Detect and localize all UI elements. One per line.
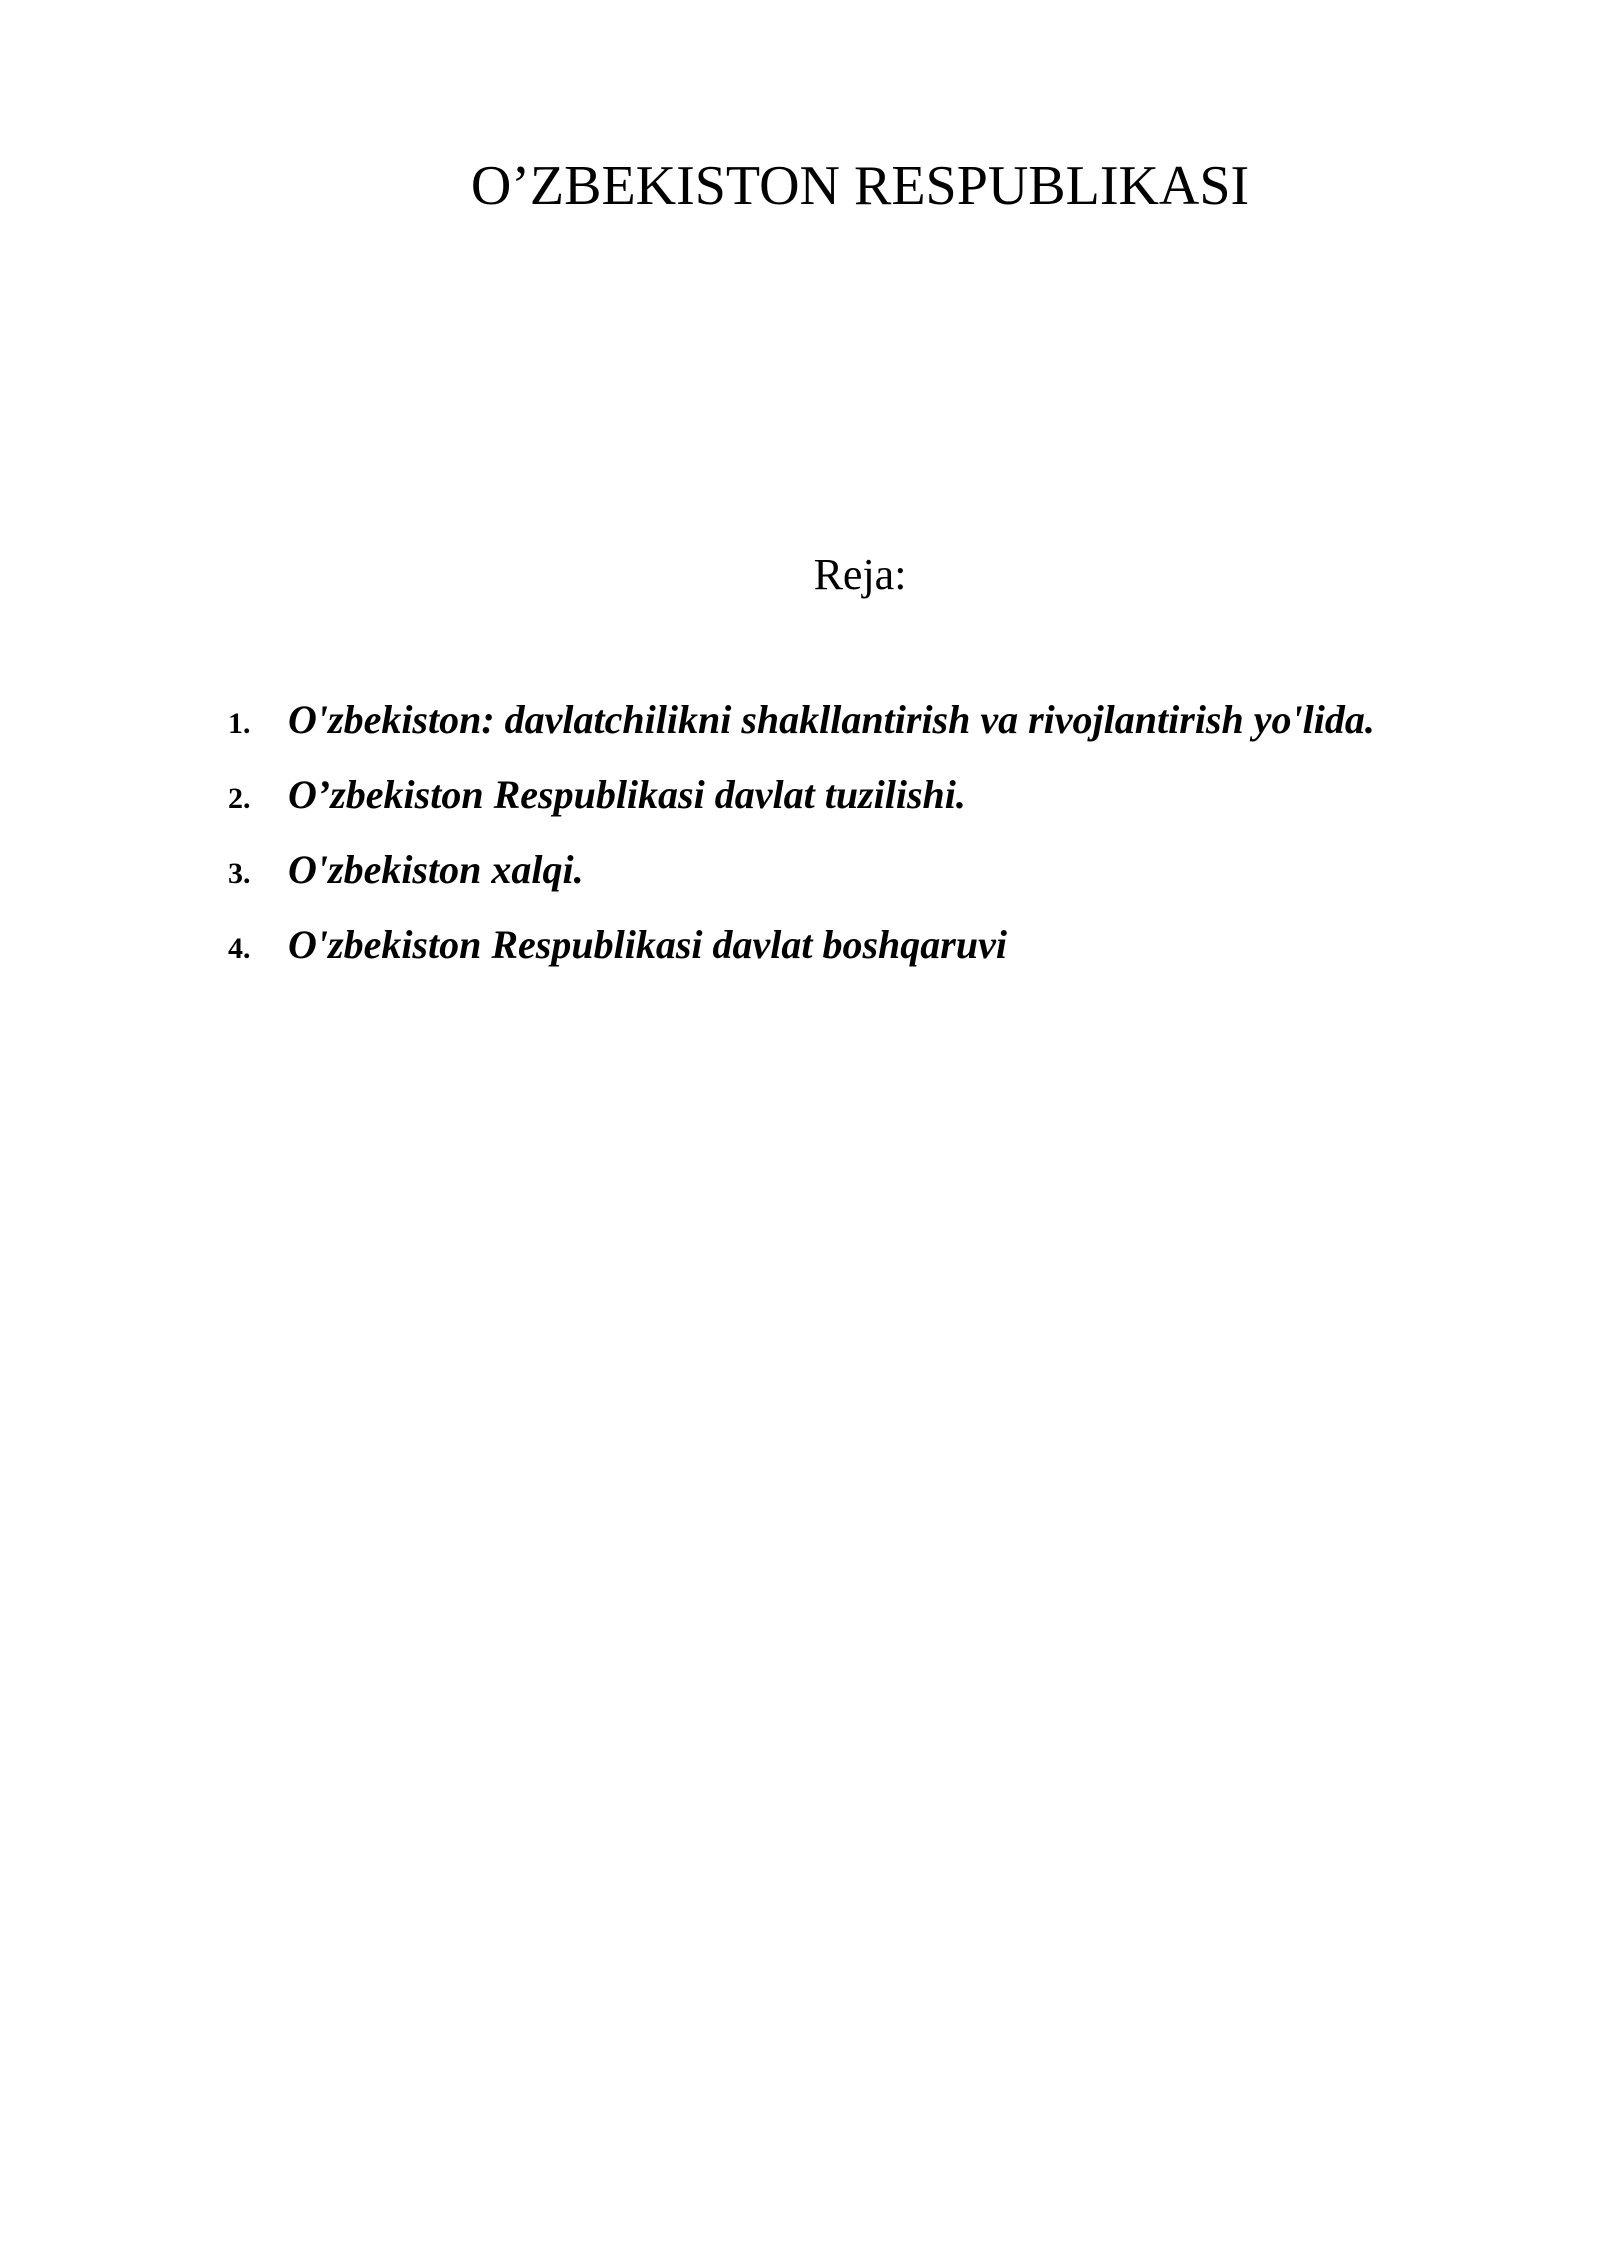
plan-item-2 [228,771,1528,846]
plan-item-number: 3. [228,857,251,890]
plan-item-text: O'zbekiston Respublikasi davlat boshqaruvi [288,922,1007,967]
plan-item-text: O'zbekiston xalqi. [288,847,584,892]
plan-list [228,696,1528,996]
plan-item-3 [228,846,1528,921]
plan-item-number: 1. [228,707,251,740]
plan-item-text: O'zbekiston: davlatchilikni shakllantirish va rivojlantirish yo'lida. [288,697,1375,742]
plan-item-number: 4. [228,932,251,965]
document-title: O’ZBEKISTON RESPUBLIKASI [470,155,1250,217]
plan-item-1 [228,696,1528,771]
plan-item-text: O’zbekiston Respublikasi davlat tuzilishi. [288,772,966,817]
plan-item-4 [228,921,1528,996]
plan-heading: Reja: [813,550,907,599]
plan-item-number: 2. [228,782,251,815]
